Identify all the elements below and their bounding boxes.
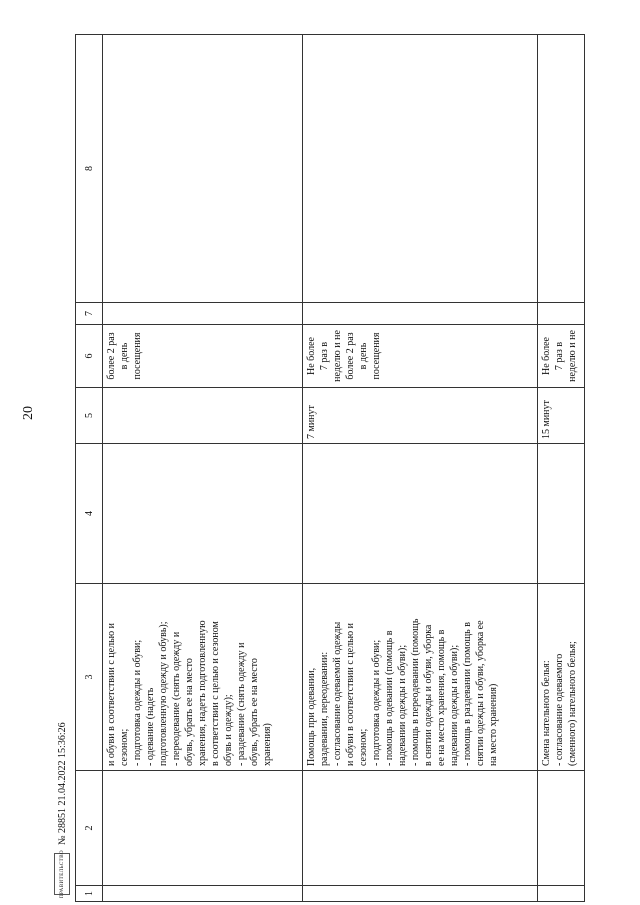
column-header-7: 7 [76, 303, 103, 325]
text-line: 7 раз в [554, 341, 565, 371]
text-line: обувь, убрать ее на место [249, 658, 260, 766]
cell-duration [103, 388, 303, 444]
header-row [76, 35, 103, 902]
text-line: в день [358, 342, 369, 370]
cell-service-description [538, 584, 585, 771]
column-header-2: 2 [76, 771, 103, 886]
text-line: Не более [541, 337, 552, 375]
cell-col4 [303, 444, 538, 584]
text-line: - помощь в раздевании (помощь в [462, 622, 473, 766]
text-line: более 2 раз [345, 332, 356, 380]
cell-duration [538, 388, 585, 444]
text-line: - раздевание (снять одежду и [236, 642, 247, 766]
text-line: (сменного) нательного белья; [567, 641, 578, 766]
cell-col4 [103, 444, 303, 584]
text-line: - подготовка одежды и обуви; [132, 639, 143, 766]
column-header-4: 4 [76, 444, 103, 584]
text-line: в день [119, 342, 130, 370]
text-line: сезоном; [119, 728, 130, 766]
text-line: Помощь при одевании, [306, 667, 317, 766]
cell-col7 [103, 303, 303, 325]
cell-duration [303, 388, 538, 444]
text-line: - согласование одеваемой одежды [332, 621, 343, 766]
cell-col1 [538, 886, 585, 902]
registration-stamp [50, 585, 74, 899]
text-line: 7 минут [306, 405, 317, 439]
text-line: - переодевание (снять одежду и [171, 631, 182, 766]
text-line: - помощь в переодевании (помощь [410, 618, 421, 766]
table-row [303, 35, 538, 902]
cell-col8 [103, 35, 303, 303]
text-line: более 2 раз [106, 332, 117, 380]
text-line: Не более [306, 337, 317, 375]
cell-col8 [538, 35, 585, 303]
text-line: неделю и не [567, 330, 578, 382]
cell-service-description [103, 584, 303, 771]
cell-col8 [303, 35, 538, 303]
cell-col1 [303, 886, 538, 902]
text-line: подготовленную одежду и обувь); [158, 621, 169, 766]
text-line: - согласование одеваемого [554, 653, 565, 766]
text-line: надевании одежды и обуви); [397, 644, 408, 766]
cell-col2 [103, 771, 303, 886]
text-line: снятии одежды и обуви, уборка ее [475, 620, 486, 766]
text-line: и обуви в соответствии с целью и [106, 623, 117, 766]
text-line: в соответствии с целью и сезоном [210, 621, 221, 766]
government-logo-icon: ПРАВИТЕЛЬСТВО [54, 853, 70, 895]
text-line: и обуви в соответствии с целью и [345, 623, 356, 766]
text-line: - подготовка одежды и обуви; [371, 639, 382, 766]
text-line: сезоном; [358, 728, 369, 766]
cell-col7 [303, 303, 538, 325]
table-row [538, 35, 585, 902]
cell-col2 [538, 771, 585, 886]
text-line: надевании одежды и обуви); [449, 644, 460, 766]
cell-col2 [303, 771, 538, 886]
registration-number: № 28851 21.04.2022 15:36:26 [56, 722, 68, 845]
text-line: ее на место хранения, помощь в [436, 629, 447, 766]
column-header-6: 6 [76, 325, 103, 388]
cell-col4 [538, 444, 585, 584]
text-line: неделю и не [332, 330, 343, 382]
text-line: обувь и одежду); [223, 694, 234, 766]
cell-frequency [538, 325, 585, 388]
text-line: на место хранения) [488, 683, 499, 766]
text-line: в снятии одежды и обуви, уборка [423, 624, 434, 766]
cell-service-description [303, 584, 538, 771]
text-line: посещения [132, 332, 143, 380]
rotated-table-container [75, 35, 583, 902]
text-line: 7 раз в [319, 341, 330, 371]
text-line: - помощь в одевании (помощь в [384, 630, 395, 766]
text-line: - одевание (надеть [145, 687, 156, 766]
text-line: Смена нательного белья: [541, 660, 552, 766]
column-header-5: 5 [76, 388, 103, 444]
column-header-8: 8 [76, 35, 103, 303]
column-header-1: 1 [76, 886, 103, 902]
document-table [75, 34, 585, 902]
text-line: обувь, убрать ее на место [184, 658, 195, 766]
text-line: посещения [371, 332, 382, 380]
column-header-3: 3 [76, 584, 103, 771]
text-line: 15 минут [541, 400, 552, 439]
cell-frequency [103, 325, 303, 388]
text-line: хранения) [262, 723, 273, 766]
table-row [103, 35, 303, 902]
cell-col7 [538, 303, 585, 325]
cell-col1 [103, 886, 303, 902]
text-line: раздевании, переодевании: [319, 651, 330, 766]
cell-frequency [303, 325, 538, 388]
page-number: 20 [21, 406, 36, 420]
text-line: хранения, надеть подготовленную [197, 620, 208, 766]
